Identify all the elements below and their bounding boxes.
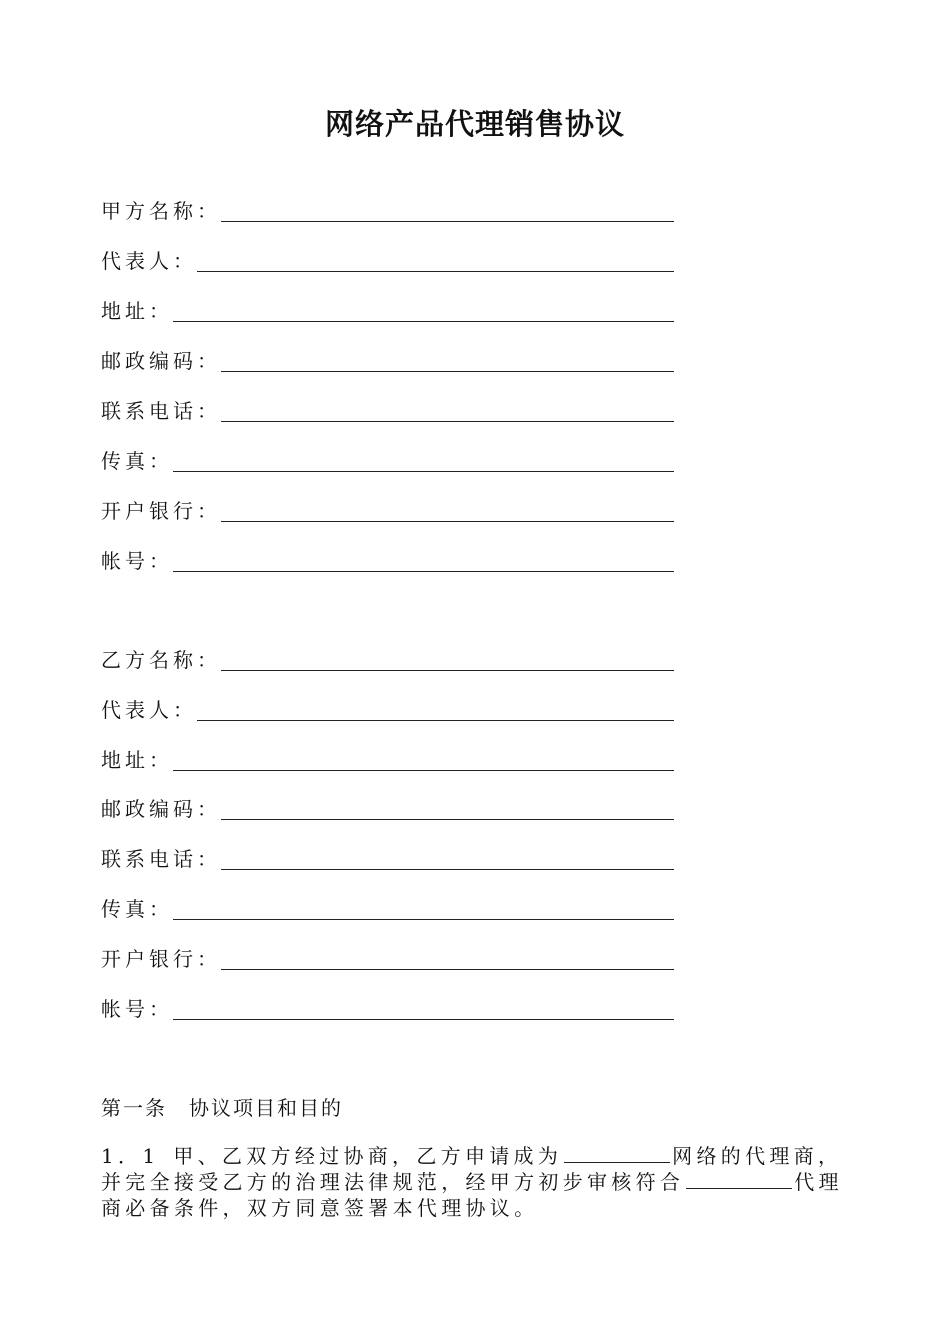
page-title: 网络产品代理销售协议 — [324, 107, 625, 141]
fill-in-line — [197, 271, 674, 272]
paragraph-text: 网络的代理商， — [672, 1144, 843, 1168]
fill-in-blank — [564, 1144, 670, 1163]
fill-in-line — [221, 869, 674, 870]
party-b-postcode-field — [101, 794, 674, 824]
party-a-postcode-field — [101, 346, 674, 376]
field-label: 邮政编码： — [101, 797, 221, 821]
fill-in-line — [197, 720, 674, 721]
party-a-address-field — [101, 296, 674, 326]
paragraph-text: 甲、乙双方经过协商，乙方申请成为 — [173, 1144, 563, 1168]
field-label: 联系电话： — [101, 399, 221, 423]
party-b-representative-field — [101, 695, 674, 725]
field-label: 联系电话： — [101, 847, 221, 871]
fill-in-line — [173, 1019, 674, 1020]
field-label: 地址： — [101, 748, 173, 772]
fill-in-line — [173, 321, 674, 322]
party-b-phone-field — [101, 844, 674, 874]
party-a-account-field — [101, 546, 674, 576]
field-label: 帐号： — [101, 997, 173, 1021]
fill-in-line — [221, 221, 674, 222]
fill-in-line — [221, 969, 674, 970]
fill-in-line — [173, 571, 674, 572]
field-label: 甲方名称： — [101, 199, 221, 223]
article-number: 第一条 — [101, 1096, 167, 1120]
article-paragraph — [101, 1143, 851, 1221]
field-label: 传真： — [101, 449, 173, 473]
field-label: 开户银行： — [101, 499, 221, 523]
article-heading — [101, 1093, 343, 1123]
fill-in-line — [221, 819, 674, 820]
party-b-name-field — [101, 645, 674, 675]
fill-in-line — [173, 919, 674, 920]
paragraph-line — [101, 1195, 851, 1221]
party-b-bank-field — [101, 944, 674, 974]
party-a-fax-field — [101, 446, 674, 476]
fill-in-blank — [686, 1170, 792, 1189]
field-label: 邮政编码： — [101, 349, 221, 373]
fill-in-line — [173, 770, 674, 771]
field-label: 乙方名称： — [101, 648, 221, 672]
field-label: 传真： — [101, 897, 173, 921]
field-label: 地址： — [101, 299, 173, 323]
field-label: 开户银行： — [101, 947, 221, 971]
paragraph-text: 并完全接受乙方的治理法律规范，经甲方初步审核符合 — [101, 1170, 685, 1194]
article-title: 协议项目和目的 — [189, 1096, 343, 1120]
party-b-fax-field — [101, 894, 674, 924]
party-a-bank-field — [101, 496, 674, 526]
party-b-account-field — [101, 994, 674, 1024]
fill-in-line — [221, 670, 674, 671]
paragraph-line — [101, 1143, 851, 1169]
clause-number: 1．1 — [101, 1144, 160, 1168]
party-a-name-field — [101, 196, 674, 226]
paragraph-line — [101, 1169, 851, 1195]
field-label: 代表人： — [101, 249, 197, 273]
paragraph-text: 商必备条件，双方同意签署本代理协议。 — [101, 1196, 539, 1220]
fill-in-line — [221, 521, 674, 522]
field-label: 代表人： — [101, 698, 197, 722]
fill-in-line — [173, 471, 674, 472]
fill-in-line — [221, 421, 674, 422]
field-label: 帐号： — [101, 549, 173, 573]
fill-in-line — [221, 371, 674, 372]
party-a-phone-field — [101, 396, 674, 426]
paragraph-text: 代理 — [794, 1170, 843, 1194]
party-a-representative-field — [101, 246, 674, 276]
party-b-address-field — [101, 745, 674, 775]
